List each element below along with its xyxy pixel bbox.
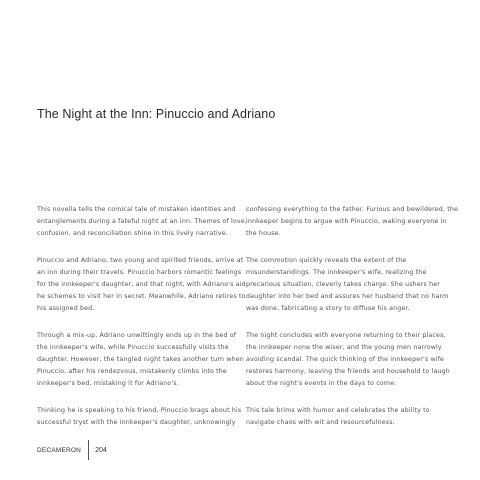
paragraph: Pinuccio and Adriano, two young and spirited friends, arrive at an inn during their travels. Pinuccio harbors romantic feelings for the innkeeper's daughter, and that night, with Adriano's aid, he schemes to visit her in secret. Meanwhile, Adriano retires to his assigned bed. xyxy=(37,256,248,313)
page-title: The Night at the Inn: Pinuccio and Adriano xyxy=(37,107,276,121)
paragraph: The commotion quickly reveals the extent of the misunderstandings. The innkeeper's wife, realizing the precarious situation, cleverly takes charge. She ushers her daughter into her bed and assures her husband that no harm was done, fabricating a story to diffuse his anger. xyxy=(246,256,449,313)
paragraph: The night concludes with everyone returning to their places, the innkeeper none the wiser, and the young men narrowly avoiding scandal. The quick thinking of the innkeeper's wife restores harmony, leaving the friends and household to laugh about the night's events in the days to come. xyxy=(246,331,450,388)
footer-divider xyxy=(88,440,89,460)
page-number: 204 xyxy=(95,446,107,454)
paragraph: confessing everything to the father. Furious and bewildered, the innkeeper begins to argue with Pinuccio, waking everyone in the house. xyxy=(246,206,458,238)
paragraph: This novella tells the comical tale of mistaken identities and entanglements during a fateful night at an inn. Themes of love, confusion, and reconciliation shine in this lively narrative. xyxy=(37,206,247,238)
paragraph: Thinking he is speaking to his friend, Pinuccio brags about his successful tryst with the innkeeper's daughter, unknowingly xyxy=(37,406,242,426)
paragraph: This tale brims with humor and celebrates the ability to navigate chaos with wit and resourcefulness. xyxy=(246,406,430,426)
left-text-column xyxy=(37,204,249,443)
paragraph: Through a mix-up, Adriano unwittingly ends up in the bed of the innkeeper's wife, while Pinuccio successfully visits the daughter. However, the tangled night takes another turn when Pinuccio, after his rendezvous, mistakenly climbs into the innkeeper's bed, mistaking it for Adriano's. xyxy=(37,331,244,388)
right-text-column xyxy=(246,204,458,443)
book-name: DECAMERON xyxy=(37,446,82,454)
page-footer xyxy=(37,439,107,461)
